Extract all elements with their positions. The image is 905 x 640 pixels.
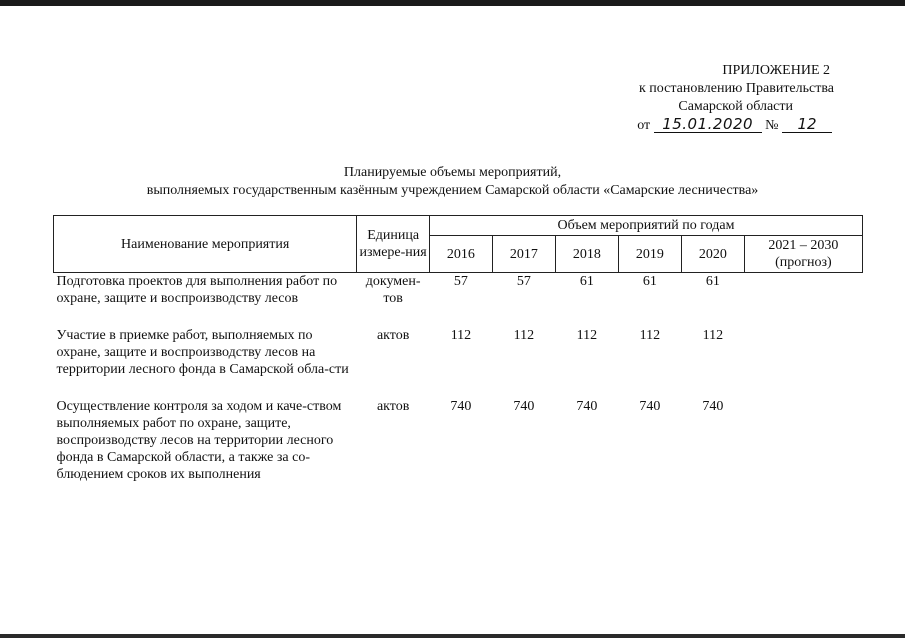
header-unit: Единица измере-ния	[357, 216, 430, 273]
appendix-title: ПРИЛОЖЕНИЕ 2	[722, 63, 830, 78]
header-year-2016: 2016	[429, 236, 492, 273]
table-row	[54, 273, 863, 328]
row-value-2020: 112	[702, 328, 724, 343]
row-value-2016: 57	[453, 274, 468, 289]
row-value-2019: 740	[639, 399, 661, 414]
number-prefix: №	[765, 118, 779, 133]
document-title-line1: Планируемые объемы мероприятий,	[343, 165, 562, 180]
header-name: Наименование мероприятия	[54, 216, 357, 273]
row-value-2020: 740	[702, 399, 724, 414]
appendix-resolution-line: к постановлению Правительства	[638, 81, 834, 96]
handwritten-number: 12	[782, 116, 832, 133]
date-prefix: от	[637, 118, 651, 133]
row-name: Подготовка проектов для выполнения работ по охране, защите и воспроизводству лесов	[56, 274, 338, 306]
appendix-region-line: Самарской области	[678, 99, 793, 114]
row-value-forecast	[744, 273, 862, 328]
row-value-2017: 740	[513, 399, 535, 414]
row-unit: актов	[376, 328, 410, 343]
header-year-2018: 2018	[555, 236, 618, 273]
row-value-2017: 57	[516, 274, 531, 289]
row-name: Осуществление контроля за ходом и каче-ством выполняемых работ по охране, защите, воспроизводству лесов на территории лесного фонда в Самарской области, а также за со-блюдением сроков их выполнения	[56, 399, 342, 482]
top-border-rule	[0, 0, 905, 6]
header-year-2020: 2020	[681, 236, 744, 273]
row-value-2019: 112	[639, 328, 661, 343]
row-value-2016: 740	[450, 399, 472, 414]
row-value-forecast	[744, 327, 862, 398]
row-value-2018: 61	[579, 274, 594, 289]
table-row	[54, 327, 863, 398]
table-row	[54, 398, 863, 483]
bottom-border-rule	[0, 634, 905, 638]
header-forecast: 2021 – 2030 (прогноз)	[744, 236, 862, 273]
row-name: Участие в приемке работ, выполняемых по охране, защите и воспроизводству лесов на территории лесного фонда в Самарской обла-сти	[56, 328, 349, 377]
row-value-2018: 112	[576, 328, 598, 343]
row-value-2019: 61	[642, 274, 657, 289]
row-value-2017: 112	[513, 328, 535, 343]
row-value-2020: 61	[705, 274, 720, 289]
handwritten-date: 15.01.2020	[654, 116, 762, 133]
appendix-date-number-line	[574, 116, 832, 135]
row-value-2016: 112	[450, 328, 472, 343]
activities-table	[53, 215, 863, 483]
appendix-block	[574, 62, 834, 135]
header-year-2019: 2019	[618, 236, 681, 273]
header-year-2017: 2017	[492, 236, 555, 273]
row-value-2018: 740	[576, 399, 598, 414]
row-value-forecast	[744, 398, 862, 483]
row-unit: актов	[376, 399, 410, 414]
document-title-line2: выполняемых государственным казённым учреждением Самарской области «Самарские лесничества»	[146, 183, 759, 198]
header-volume: Объем мероприятий по годам	[429, 216, 862, 236]
row-unit: докумен-тов	[365, 274, 421, 306]
